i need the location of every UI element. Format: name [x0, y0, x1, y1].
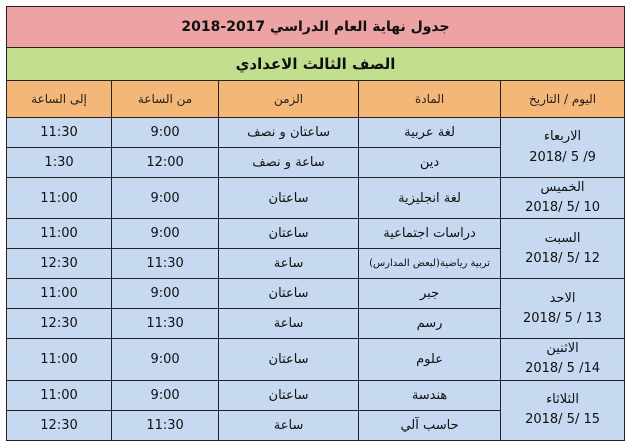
from-time-cell: 9:00: [112, 339, 219, 380]
header-from: من الساعة: [112, 81, 219, 118]
header-day-date: اليوم / التاريخ: [501, 81, 625, 118]
grade-row: [7, 48, 625, 81]
subject-cell: تربية رياضية(لبعض المدارس): [359, 249, 501, 279]
to-time-cell: 1:30: [7, 148, 112, 178]
exam-date: 2018/ 5 /9: [529, 149, 596, 165]
duration-cell: ساعة و نصف: [219, 148, 359, 178]
from-time-cell: 11:30: [112, 410, 219, 440]
duration-cell: ساعتان: [219, 279, 359, 309]
day-date-cell: [501, 178, 625, 219]
to-time-cell: 11:00: [7, 339, 112, 380]
from-time-cell: 12:00: [112, 148, 219, 178]
to-time-cell: 11:00: [7, 279, 112, 309]
to-time-cell: 11:00: [7, 178, 112, 219]
to-time-cell: 11:00: [7, 219, 112, 249]
from-time-cell: 11:30: [112, 249, 219, 279]
exam-date: 2018/ 5/ 12: [525, 250, 600, 266]
exam-schedule-table: [6, 6, 625, 441]
from-time-cell: 9:00: [112, 380, 219, 410]
header-row: [7, 81, 625, 118]
day-date-cell: [501, 380, 625, 440]
subject-cell: دين: [359, 148, 501, 178]
duration-cell: ساعتان و نصف: [219, 118, 359, 148]
header-subject: المادة: [359, 81, 501, 118]
table-row: [7, 380, 625, 410]
table-row: [7, 118, 625, 148]
table-row: [7, 339, 625, 380]
table-row: [7, 219, 625, 249]
table-row: [7, 279, 625, 309]
to-time-cell: 12:30: [7, 410, 112, 440]
from-time-cell: 9:00: [112, 279, 219, 309]
duration-cell: ساعتان: [219, 178, 359, 219]
grade-title: الصف الثالث الاعدادي: [7, 48, 625, 81]
from-time-cell: 9:00: [112, 219, 219, 249]
exam-date: 2018/ 5 / 13: [523, 310, 603, 326]
exam-date: 2018/ 5/ 15: [525, 412, 600, 428]
exam-date: 2018/ 5 /14: [525, 361, 600, 377]
duration-cell: ساعتان: [219, 219, 359, 249]
day-date-cell: [501, 339, 625, 380]
subject-cell: علوم: [359, 339, 501, 380]
exam-date: 2018/ 5/ 10: [525, 200, 600, 216]
to-time-cell: 12:30: [7, 309, 112, 339]
subject-cell: لغة انجليزية: [359, 178, 501, 219]
day-name: الثلاثاء: [546, 391, 580, 407]
from-time-cell: 9:00: [112, 118, 219, 148]
day-date-cell: [501, 219, 625, 279]
subject-cell: جبر: [359, 279, 501, 309]
day-name: الاحد: [549, 290, 576, 306]
table-row: [7, 178, 625, 219]
subject-cell: حاسب آلي: [359, 410, 501, 440]
from-time-cell: 9:00: [112, 178, 219, 219]
day-date-cell: [501, 118, 625, 178]
duration-cell: ساعة: [219, 249, 359, 279]
duration-cell: ساعتان: [219, 380, 359, 410]
subject-cell: لغة عربية: [359, 118, 501, 148]
to-time-cell: 12:30: [7, 249, 112, 279]
subject-cell: رسم: [359, 309, 501, 339]
header-duration: الزمن: [219, 81, 359, 118]
title-row: [7, 7, 625, 48]
schedule-title: جدول نهاية العام الدراسي 2017-2018: [7, 7, 625, 48]
header-to: إلى الساعة: [7, 81, 112, 118]
subject-cell: هندسة: [359, 380, 501, 410]
day-name: الخميس: [540, 180, 585, 195]
duration-cell: ساعة: [219, 309, 359, 339]
subject-cell: دراسات اجتماعية: [359, 219, 501, 249]
day-date-cell: [501, 279, 625, 339]
to-time-cell: 11:30: [7, 118, 112, 148]
to-time-cell: 11:00: [7, 380, 112, 410]
day-name: الاربعاء: [543, 129, 582, 145]
day-name: السبت: [544, 230, 581, 246]
duration-cell: ساعة: [219, 410, 359, 440]
day-name: الاثنين: [546, 341, 579, 357]
duration-cell: ساعتان: [219, 339, 359, 380]
from-time-cell: 11:30: [112, 309, 219, 339]
